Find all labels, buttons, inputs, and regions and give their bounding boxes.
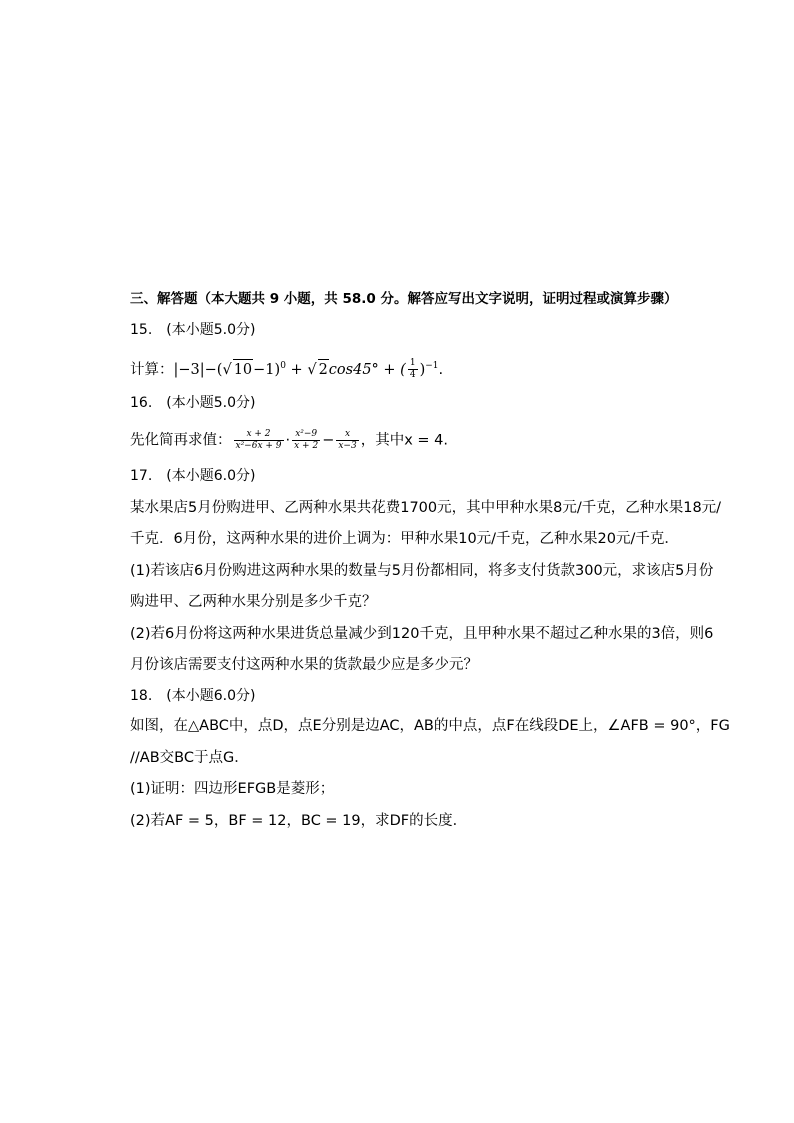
- q15-fraction: [408, 358, 418, 381]
- q15-expr2: −1): [253, 361, 281, 378]
- q16-f1-den: x²−6x + 9: [235, 441, 282, 451]
- q17-line-4: 购进甲、乙两种水果分别是多少千克？: [130, 594, 377, 610]
- q18-line-3: (1)证明：四边形EFGB是菱形；: [130, 781, 335, 797]
- q15-end: .: [438, 361, 444, 378]
- q16-f2-num: x²−9: [292, 429, 320, 441]
- q15-sqrt2-symbol: √: [307, 361, 317, 378]
- q16-minus: −: [322, 432, 335, 449]
- q16-expression: [130, 429, 448, 452]
- q16-suffix: ，其中x = 4.: [360, 432, 448, 449]
- q17-line-5: (2)若6月份将这两种水果进货总量减少到120千克，且甲种水果不超过乙种水果的3倍，则6: [130, 626, 714, 642]
- q15-expr1: |−3|−(: [173, 361, 223, 378]
- q18-line-2: //AB交BC于点G．: [130, 750, 249, 766]
- section-header: 三、解答题（本大题共 9 小题，共 58.0 分。解答应写出文字说明，证明过程或演算步骤）: [130, 291, 678, 307]
- q17-header: 17. (本小题6.0分): [130, 468, 256, 484]
- q15-exp-neg1: −1: [425, 361, 439, 371]
- q16-header: 16. (本小题5.0分): [130, 395, 256, 411]
- q17-line-2: 千克．6月份，这两种水果的进价上调为：甲种水果10元/千克，乙种水果20元/千克．: [130, 531, 679, 547]
- q16-f1-num: x + 2: [234, 429, 284, 441]
- q15-frac-num: 1: [409, 358, 416, 369]
- q15-header: 15. (本小题5.0分): [130, 322, 256, 338]
- q16-f3-num: x: [336, 429, 358, 441]
- q16-f3-den: x−3: [338, 441, 357, 451]
- q16-fraction-2: [292, 429, 320, 452]
- q16-prefix: 先化简再求值：: [130, 432, 232, 449]
- q15-exp0: 0: [280, 361, 286, 371]
- q15-expr3: +: [285, 361, 308, 378]
- q15-sqrt-symbol: √: [222, 361, 232, 378]
- q15-sqrt2-value: 2: [318, 359, 329, 380]
- q17-line-6: 月份该店需要支付这两种水果的货款最少应是多少元？: [130, 657, 478, 673]
- q18-header: 18. (本小题6.0分): [130, 688, 256, 704]
- q16-dot: ·: [285, 432, 291, 449]
- q17-line-3: (1)若该店6月份购进这两种水果的数量与5月份都相同，将多支付货款300元，求该店5月份: [130, 563, 714, 579]
- q15-prefix: 计算：: [130, 361, 174, 378]
- q15-expression: [130, 356, 443, 381]
- q15-expr5: ): [419, 361, 426, 378]
- q15-frac-den: 4: [409, 370, 416, 381]
- q16-fraction-3: [336, 429, 358, 452]
- q16-fraction-1: [234, 429, 284, 452]
- q18-line-1: 如图，在△ABC中，点D，点E分别是边AC，AB的中点，点F在线段DE上，∠AFB = 90°，FG: [130, 718, 730, 734]
- q18-line-4: (2)若AF = 5，BF = 12，BC = 19，求DF的长度．: [130, 813, 468, 829]
- q17-line-1: 某水果店5月份购进甲、乙两种水果共花费1700元，其中甲种水果8元/千克，乙种水果18元/: [130, 500, 722, 516]
- q15-sqrt-value: 10: [233, 359, 253, 380]
- q15-expr4: cos45° + (: [328, 361, 406, 378]
- q16-f2-den: x + 2: [294, 441, 319, 451]
